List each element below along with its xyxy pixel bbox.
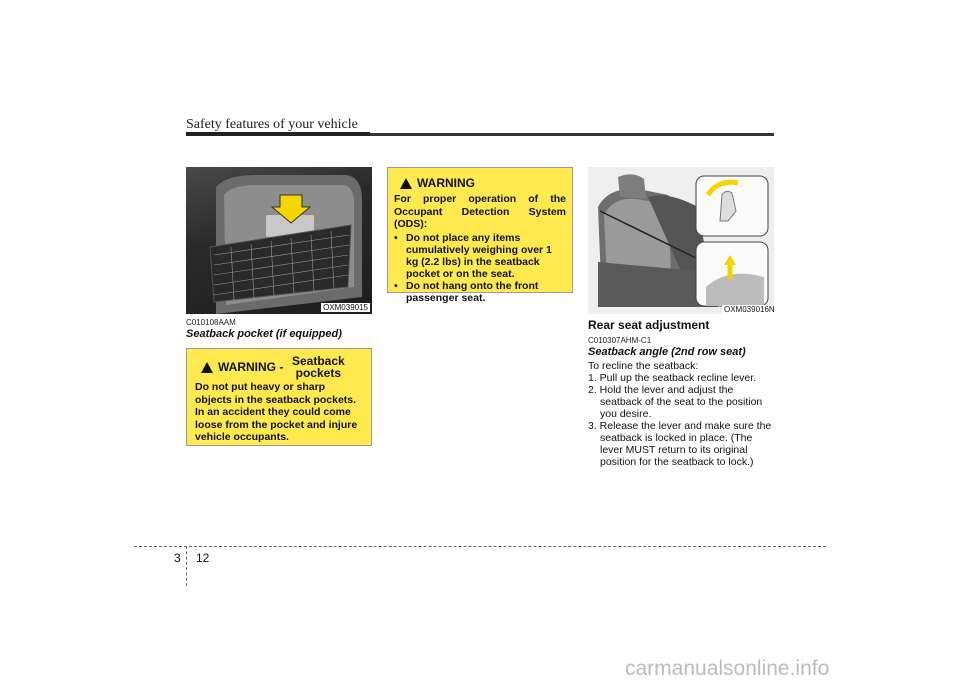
- seatback-pocket-subheading: Seatback pocket (if equipped): [186, 328, 342, 340]
- seatback-angle-subheading: Seatback angle (2nd row seat): [588, 346, 746, 358]
- instruction-step: 2. Hold the lever and adjust the seatback of the seat to the position you desire.: [588, 384, 763, 420]
- warning-intro: For proper operation of the Occupant Detection System (ODS):: [394, 193, 566, 230]
- page-number: 12: [196, 551, 210, 565]
- photo-code: OXM039015: [323, 303, 368, 312]
- seatback-pocket-warning: [186, 348, 372, 446]
- warning-text: Do not put heavy or sharp objects in the seatback pockets. In an accident they could come loose from the pocket and injure vehicle occupants.: [195, 381, 358, 443]
- footer-vertical-rule: [186, 546, 187, 586]
- warning-label: WARNING -: [218, 360, 284, 374]
- page-header-title: Safety features of your vehicle: [186, 117, 358, 132]
- seatback-pocket-illustration: [186, 167, 372, 314]
- chapter-number: 3: [174, 551, 181, 565]
- footer-rule: [134, 546, 826, 547]
- header-rule-accent: [186, 132, 370, 136]
- warning-bullet: • Do not place any items cumulatively weighing over 1 kg (2.2 lbs) in the seatback pocket or on the seat.: [394, 231, 552, 280]
- watermark-text: carmanualsonline.info: [625, 657, 830, 680]
- photo-code: OXM039016N: [724, 305, 775, 314]
- warning-title: [394, 176, 566, 190]
- instruction-step: 3. Release the lever and make sure the seatback is locked in place. (The lever MUST return to its original position for the seatback to lock.): [588, 420, 772, 468]
- warning-triangle-icon: [201, 362, 213, 373]
- warning-title: [195, 355, 363, 379]
- instructions-intro: To recline the seatback:: [588, 360, 699, 372]
- warning-bullet: • Do not hang onto the front passenger seat.: [394, 279, 539, 304]
- section-code: C010108AAM: [186, 318, 236, 327]
- warning-label: WARNING: [417, 176, 475, 190]
- instruction-step: 1. Pull up the seatback recline lever.: [588, 372, 757, 384]
- rear-seat-photo: [588, 167, 774, 314]
- recline-instructions: [588, 360, 774, 468]
- warning-triangle-icon: [400, 178, 412, 189]
- section-code: C010307AHM-C1: [588, 336, 652, 345]
- warning-topic: Seatback pockets: [291, 354, 345, 380]
- ods-warning: [387, 167, 573, 304]
- rear-seat-adjustment-title: Rear seat adjustment: [588, 318, 710, 332]
- seatback-pocket-photo: [186, 167, 372, 314]
- rear-seat-illustration: [588, 167, 774, 314]
